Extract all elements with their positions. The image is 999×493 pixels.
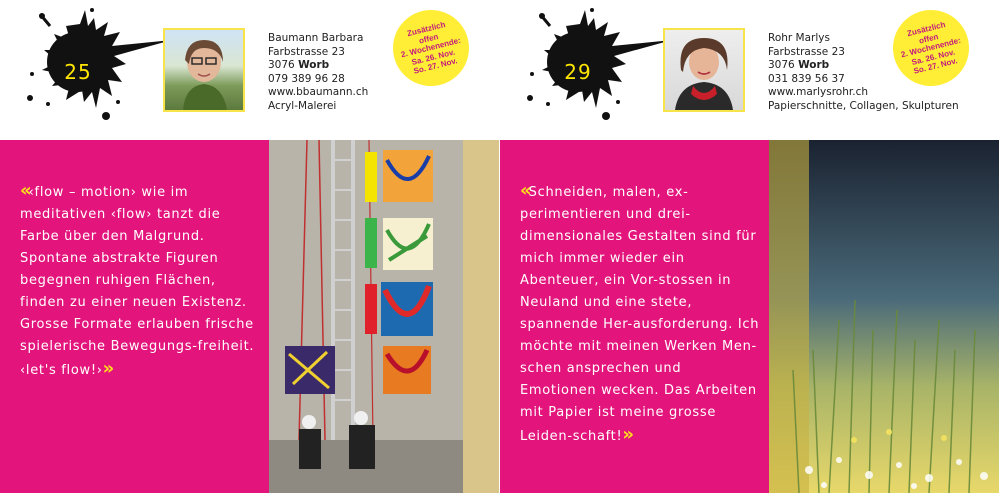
artist-street: Farbstrasse 23 bbox=[268, 45, 345, 58]
quote-text: Schneiden, malen, ex-perimentieren und drei-dimensionales Gestalten sind für mich immer wieder ein Abenteuer, ein Vor-stossen in Neuland und eine stete, spannende Her-ausforderung. Ich möchte mit meinen Werken Men-schen ansprechen und Emotionen wecken. Das Arbeiten mit Papier ist meine grosse Leiden-schaft! bbox=[520, 185, 760, 444]
artist-zip: 3076 bbox=[268, 59, 295, 72]
artist-panel-29 bbox=[500, 0, 999, 493]
artist-city: Worb bbox=[298, 59, 330, 72]
quote-open-mark: « bbox=[20, 180, 29, 201]
ink-splat-icon bbox=[522, 4, 672, 129]
artist-website[interactable]: www.bbaumann.ch bbox=[268, 86, 369, 99]
open-weekend-badge bbox=[385, 2, 477, 94]
artist-header bbox=[0, 0, 499, 140]
artist-phone: 079 389 96 28 bbox=[268, 72, 345, 85]
artist-website[interactable]: www.marlysrohr.ch bbox=[768, 86, 869, 99]
badge-text: Zusätzlich offen 2. Wochenende: Sa. 26. Nov. So. 27. Nov. bbox=[400, 20, 462, 76]
artist-panel-25 bbox=[0, 0, 499, 493]
quote-panel bbox=[500, 140, 769, 493]
artist-number: 29 bbox=[564, 60, 592, 84]
artist-quote bbox=[20, 180, 260, 382]
quote-close-mark: » bbox=[622, 424, 632, 445]
artist-medium: Papierschnitte, Collagen, Skulpturen bbox=[768, 99, 959, 112]
ink-splat-icon bbox=[22, 4, 172, 129]
artist-contact bbox=[268, 32, 368, 114]
artist-portrait bbox=[163, 28, 245, 112]
artist-medium: Acryl-Malerei bbox=[268, 99, 337, 112]
artist-number: 25 bbox=[64, 60, 92, 84]
artist-street: Farbstrasse 23 bbox=[768, 45, 845, 58]
artist-name: Rohr Marlys bbox=[768, 32, 830, 44]
quote-close-mark: » bbox=[102, 358, 112, 379]
exhibition-photo bbox=[269, 140, 499, 493]
artist-zip: 3076 bbox=[768, 59, 795, 72]
quote-text: ‹flow – motion› wie im meditativen ‹flow› tanzt die Farbe über den Malgrund. Spontane abstrakte Figuren begegnen ruhigen Flächen, finden zu einer neuen Existenz. Grosse Formate erlauben frische spielerische Bewegungs-freiheit. ‹let's flow!› bbox=[20, 185, 255, 378]
artist-name: Baumann Barbara bbox=[268, 32, 364, 44]
artist-city: Worb bbox=[798, 59, 830, 72]
quote-panel bbox=[0, 140, 269, 493]
artist-portrait bbox=[663, 28, 745, 112]
artist-phone: 031 839 56 37 bbox=[768, 72, 845, 85]
artist-header bbox=[500, 0, 999, 140]
badge-text: Zusätzlich offen 2. Wochenende: Sa. 26. Nov. So. 27. Nov. bbox=[900, 20, 962, 76]
artist-quote bbox=[520, 180, 760, 448]
artist-city-line bbox=[268, 59, 368, 73]
quote-open-mark: « bbox=[520, 180, 529, 201]
artwork-image bbox=[769, 140, 999, 493]
